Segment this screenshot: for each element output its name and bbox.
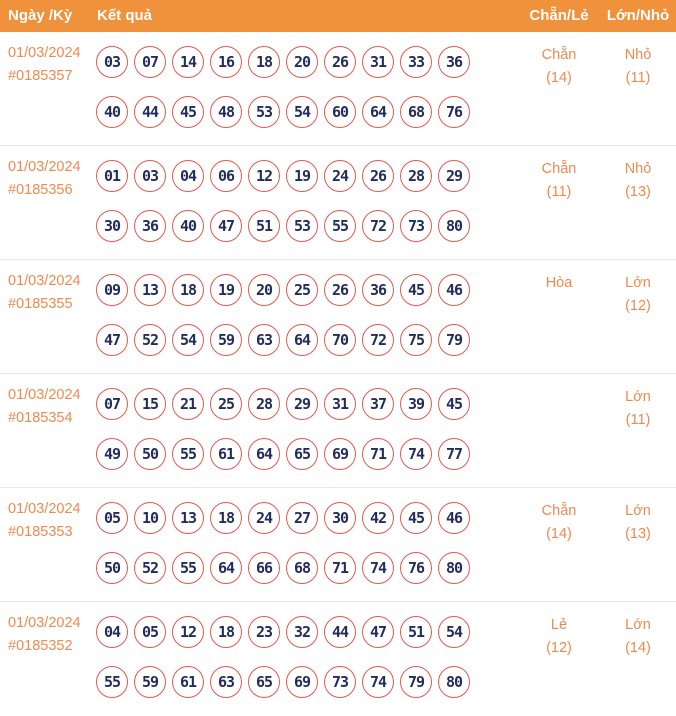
result-numbers [96,616,470,698]
size-label: Lớn [625,617,651,633]
number-ball: 79 [438,324,470,356]
number-ball: 21 [172,388,204,420]
ball-line-1 [96,274,470,306]
number-ball: 27 [286,502,318,534]
draw-id: #0185356 [8,182,73,198]
number-ball: 54 [438,616,470,648]
draw-date: 01/03/2024 [8,45,81,61]
number-ball: 59 [210,324,242,356]
number-ball: 66 [248,552,280,584]
number-ball: 20 [248,274,280,306]
header-col-size: Lớn/Nhỏ [606,7,670,24]
size-label: Lớn [625,275,651,291]
number-ball: 74 [362,666,394,698]
number-ball: 37 [362,388,394,420]
number-ball: 73 [324,666,356,698]
number-ball: 13 [134,274,166,306]
number-ball: 45 [400,502,432,534]
number-ball: 55 [324,210,356,242]
number-ball: 19 [210,274,242,306]
parity-count: (14) [546,70,572,86]
number-ball: 68 [400,96,432,128]
draw-date: 01/03/2024 [8,273,81,289]
number-ball: 77 [438,438,470,470]
header-col-date: Ngày /Kỳ [8,7,73,24]
number-ball: 18 [248,46,280,78]
number-ball: 55 [96,666,128,698]
draw-info [8,612,81,658]
number-ball: 52 [134,324,166,356]
number-ball: 15 [134,388,166,420]
size-count: (11) [625,70,651,86]
number-ball: 47 [210,210,242,242]
result-numbers [96,274,470,356]
number-ball: 23 [248,616,280,648]
ball-line-2 [96,438,470,470]
number-ball: 50 [134,438,166,470]
number-ball: 42 [362,502,394,534]
ball-line-2 [96,324,470,356]
number-ball: 03 [134,160,166,192]
number-ball: 12 [248,160,280,192]
number-ball: 79 [400,666,432,698]
number-ball: 69 [286,666,318,698]
number-ball: 06 [210,160,242,192]
number-ball: 25 [210,388,242,420]
parity-cell [519,500,599,546]
number-ball: 61 [172,666,204,698]
number-ball: 18 [210,616,242,648]
number-ball: 45 [400,274,432,306]
number-ball: 39 [400,388,432,420]
size-label: Lớn [625,503,651,519]
parity-label: Chẵn [541,503,577,519]
size-cell [598,386,676,432]
number-ball: 29 [286,388,318,420]
draw-info [8,156,81,202]
number-ball: 44 [324,616,356,648]
parity-label: Hòa [545,275,573,291]
draw-info [8,498,81,544]
draw-date: 01/03/2024 [8,615,81,631]
number-ball: 68 [286,552,318,584]
number-ball: 49 [96,438,128,470]
number-ball: 33 [400,46,432,78]
number-ball: 76 [438,96,470,128]
number-ball: 28 [400,160,432,192]
ball-line-1 [96,46,470,78]
size-count: (14) [625,640,651,656]
number-ball: 53 [286,210,318,242]
number-ball: 65 [248,666,280,698]
size-cell [598,272,676,318]
number-ball: 60 [324,96,356,128]
number-ball: 05 [134,616,166,648]
number-ball: 19 [286,160,318,192]
size-label: Nhỏ [624,47,652,63]
number-ball: 63 [210,666,242,698]
ball-line-1 [96,616,470,648]
number-ball: 71 [362,438,394,470]
result-row [0,32,676,146]
number-ball: 75 [400,324,432,356]
draw-id: #0185352 [8,638,73,654]
number-ball: 20 [286,46,318,78]
number-ball: 26 [362,160,394,192]
number-ball: 10 [134,502,166,534]
draw-date: 01/03/2024 [8,159,81,175]
result-numbers [96,46,470,128]
draw-info [8,270,81,316]
number-ball: 80 [438,666,470,698]
result-row [0,602,676,715]
ball-line-1 [96,160,470,192]
size-cell [598,158,676,204]
number-ball: 05 [96,502,128,534]
number-ball: 64 [248,438,280,470]
parity-cell [519,614,599,660]
draw-id: #0185357 [8,68,73,84]
draw-id: #0185354 [8,410,73,426]
number-ball: 12 [172,616,204,648]
number-ball: 32 [286,616,318,648]
number-ball: 44 [134,96,166,128]
number-ball: 48 [210,96,242,128]
number-ball: 51 [400,616,432,648]
number-ball: 16 [210,46,242,78]
number-ball: 64 [286,324,318,356]
result-row [0,260,676,374]
ball-line-2 [96,552,470,584]
number-ball: 18 [210,502,242,534]
parity-count: (12) [546,640,572,656]
result-numbers [96,160,470,242]
number-ball: 52 [134,552,166,584]
number-ball: 07 [96,388,128,420]
number-ball: 14 [172,46,204,78]
number-ball: 30 [324,502,356,534]
result-row [0,374,676,488]
size-count: (13) [625,184,651,200]
number-ball: 51 [248,210,280,242]
number-ball: 74 [362,552,394,584]
header-col-result: Kết quả [97,7,153,24]
parity-cell [519,158,599,204]
size-count: (13) [625,526,651,542]
number-ball: 04 [172,160,204,192]
number-ball: 53 [248,96,280,128]
size-cell [598,614,676,660]
draw-id: #0185355 [8,296,73,312]
ball-line-1 [96,502,470,534]
number-ball: 26 [324,46,356,78]
number-ball: 01 [96,160,128,192]
ball-line-2 [96,210,470,242]
number-ball: 47 [362,616,394,648]
number-ball: 24 [248,502,280,534]
number-ball: 29 [438,160,470,192]
size-count: (12) [625,298,651,314]
size-cell [598,500,676,546]
number-ball: 03 [96,46,128,78]
result-numbers [96,388,470,470]
number-ball: 69 [324,438,356,470]
number-ball: 07 [134,46,166,78]
draw-date: 01/03/2024 [8,501,81,517]
number-ball: 18 [172,274,204,306]
number-ball: 36 [438,46,470,78]
draw-info [8,384,81,430]
number-ball: 30 [96,210,128,242]
number-ball: 70 [324,324,356,356]
number-ball: 54 [172,324,204,356]
parity-cell [519,272,599,295]
number-ball: 76 [400,552,432,584]
number-ball: 72 [362,324,394,356]
number-ball: 64 [362,96,394,128]
number-ball: 13 [172,502,204,534]
ball-line-1 [96,388,470,420]
draw-date: 01/03/2024 [8,387,81,403]
number-ball: 54 [286,96,318,128]
number-ball: 55 [172,438,204,470]
header-col-parity: Chẵn/Lẻ [529,7,589,24]
result-numbers [96,502,470,584]
ball-line-2 [96,666,470,698]
number-ball: 47 [96,324,128,356]
number-ball: 28 [248,388,280,420]
number-ball: 31 [324,388,356,420]
number-ball: 71 [324,552,356,584]
number-ball: 72 [362,210,394,242]
number-ball: 50 [96,552,128,584]
number-ball: 59 [134,666,166,698]
size-cell [598,44,676,90]
result-row [0,146,676,260]
parity-label: Chẵn [541,161,577,177]
parity-label: Chẵn [541,47,577,63]
ball-line-2 [96,96,470,128]
number-ball: 55 [172,552,204,584]
number-ball: 73 [400,210,432,242]
number-ball: 24 [324,160,356,192]
number-ball: 63 [248,324,280,356]
number-ball: 40 [96,96,128,128]
number-ball: 64 [210,552,242,584]
parity-count: (14) [546,526,572,542]
number-ball: 74 [400,438,432,470]
number-ball: 46 [438,274,470,306]
number-ball: 09 [96,274,128,306]
draw-info [8,42,81,88]
parity-label: Lẻ [550,617,568,633]
results-body [0,32,676,715]
number-ball: 40 [172,210,204,242]
number-ball: 45 [172,96,204,128]
number-ball: 04 [96,616,128,648]
number-ball: 46 [438,502,470,534]
number-ball: 45 [438,388,470,420]
size-label: Nhỏ [624,161,652,177]
number-ball: 25 [286,274,318,306]
number-ball: 80 [438,552,470,584]
table-header [0,0,676,32]
number-ball: 36 [362,274,394,306]
parity-cell [519,44,599,90]
number-ball: 80 [438,210,470,242]
number-ball: 31 [362,46,394,78]
number-ball: 65 [286,438,318,470]
parity-count: (11) [546,184,572,200]
number-ball: 61 [210,438,242,470]
number-ball: 26 [324,274,356,306]
number-ball: 36 [134,210,166,242]
size-label: Lớn [625,389,651,405]
result-row [0,488,676,602]
size-count: (11) [625,412,651,428]
draw-id: #0185353 [8,524,73,540]
